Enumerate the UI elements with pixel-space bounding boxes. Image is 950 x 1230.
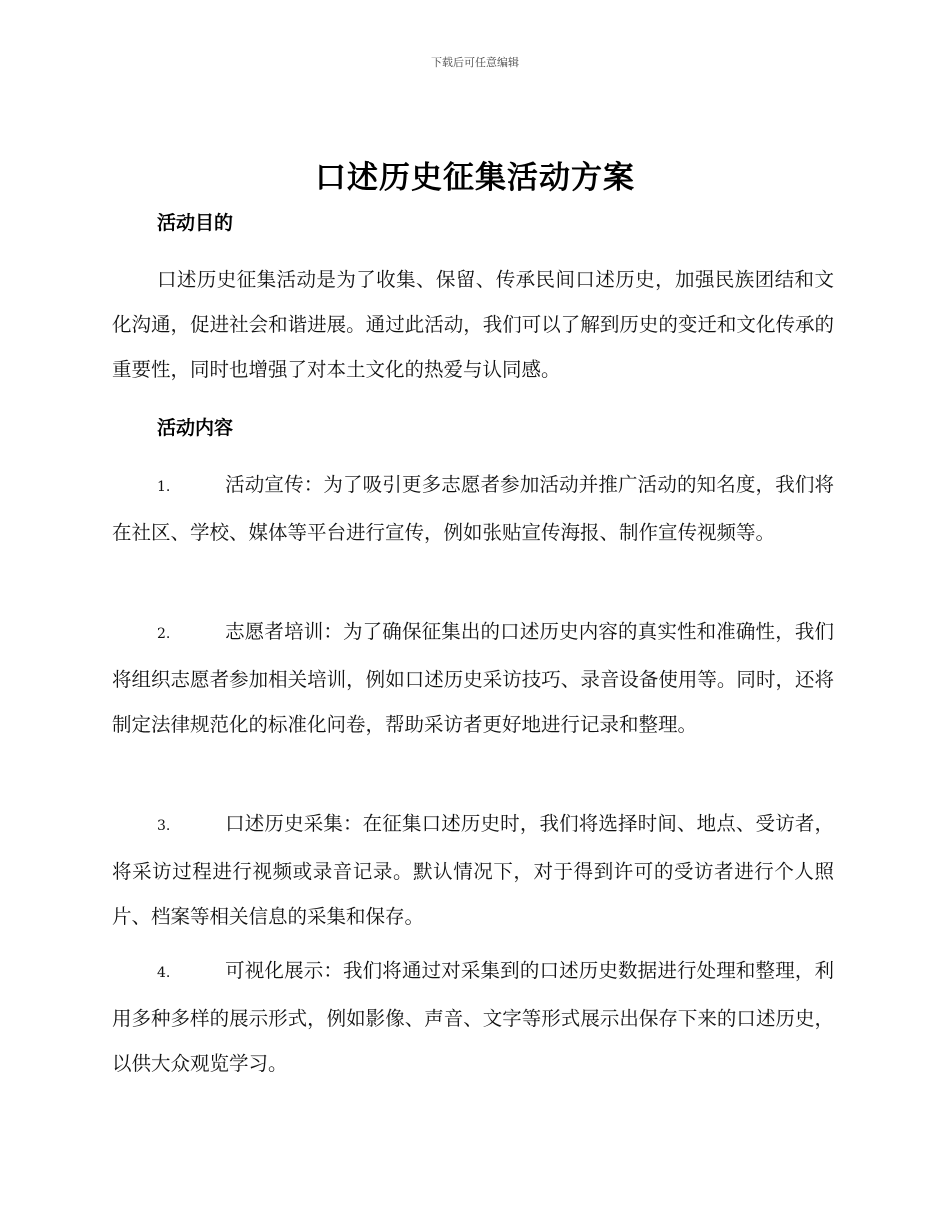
item-number: 3. [157, 818, 171, 834]
item-text: 志愿者培训：为了确保征集出的口述历史内容的真实性和准确性，我们将组织志愿者参加相关培训，例如口述历史采访技巧、录音设备使用等。同时，还将制定法律规范化的标准化问卷，帮助采访者更好地进行记录和整理。 [112, 620, 834, 736]
item-number: 1. [157, 479, 171, 495]
item-number: 2. [157, 626, 171, 642]
section-heading-content: 活动内容 [157, 417, 234, 439]
content-item-3 [112, 801, 834, 939]
purpose-paragraph: 口述历史征集活动是为了收集、保留、传承民间口述历史，加强民族团结和文化沟通，促进社会和谐进展。通过此活动，我们可以了解到历史的变迁和文化传承的重要性，同时也增强了对本土文化的热爱与认同感。 [112, 268, 834, 381]
item-number: 4. [157, 965, 171, 981]
document-title: 口述历史征集活动方案 [315, 160, 635, 196]
content-item-4 [112, 948, 834, 1086]
item-text: 活动宣传：为了吸引更多志愿者参加活动并推广活动的知名度，我们将在社区、学校、媒体等平台进行宣传，例如张贴宣传海报、制作宣传视频等。 [112, 473, 834, 544]
content-item-2 [112, 609, 834, 747]
item-text: 口述历史采集：在征集口述历史时，我们将选择时间、地点、受访者，将采访过程进行视频或录音记录。默认情况下，对于得到许可的受访者进行个人照片、档案等相关信息的采集和保存。 [112, 812, 834, 928]
item-text: 可视化展示：我们将通过对采集到的口述历史数据进行处理和整理，利用多种多样的展示形式，例如影像、声音、文字等形式展示出保存下来的口述历史，以供大众观览学习。 [112, 959, 834, 1075]
header-note: 下载后可任意编辑 [431, 56, 519, 69]
content-item-1 [112, 462, 834, 555]
section-heading-purpose: 活动目的 [157, 212, 234, 234]
